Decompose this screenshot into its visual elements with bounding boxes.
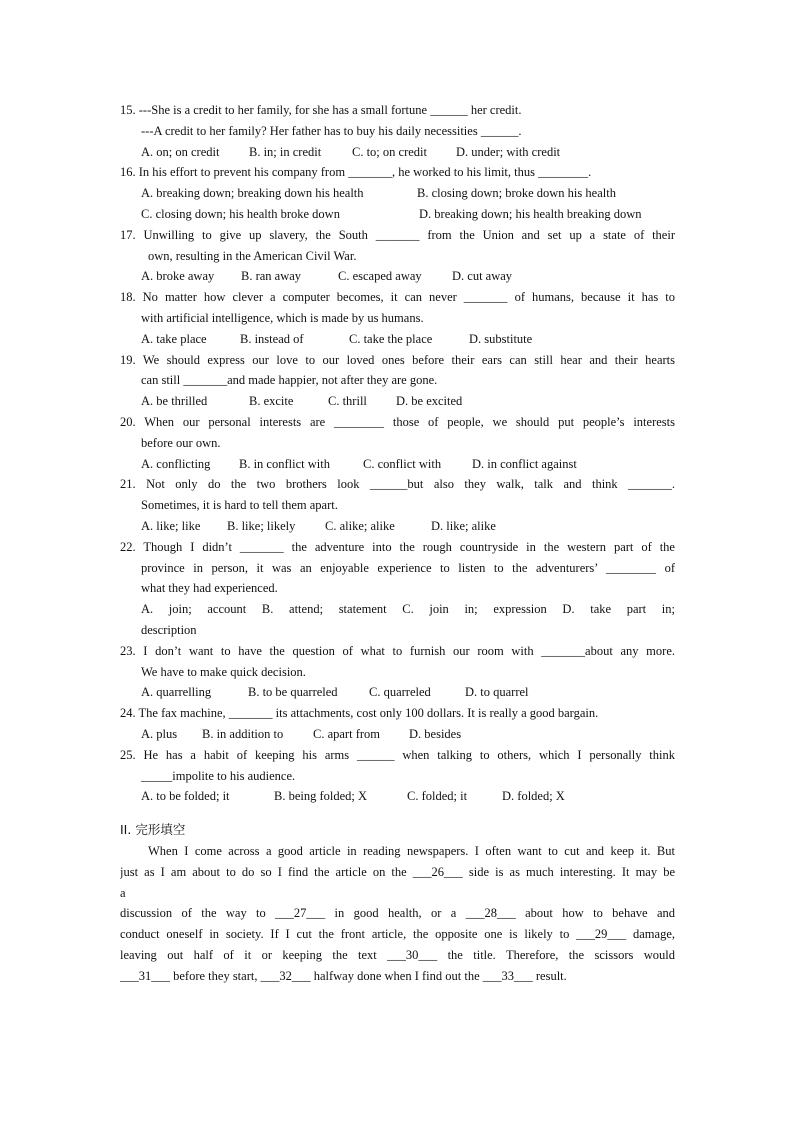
options-row bbox=[120, 786, 675, 807]
option-d: D. besides bbox=[409, 726, 462, 741]
option-a: A. on; on credit bbox=[141, 144, 220, 159]
option-a: A. quarrelling bbox=[141, 685, 212, 700]
passage-line: conduct oneself in society. If I cut the front article, the opposite one is likely to ___29___ damage, bbox=[120, 927, 675, 942]
question-line: can still _______and made happier, not after they are gone. bbox=[141, 373, 438, 388]
options-row bbox=[120, 516, 675, 537]
passage-line: leaving out half of it or keeping the text ___30___ the title. Therefore, the scissors would bbox=[120, 948, 675, 963]
question-line: 16. In his effort to prevent his company from _______, he worked to his limit, thus ________. bbox=[120, 165, 592, 180]
option-c: C. apart from bbox=[313, 726, 380, 741]
question-25 bbox=[120, 745, 675, 807]
option-b: B. in conflict with bbox=[239, 456, 330, 471]
question-line: 20. When our personal interests are ________ those of people, we should put people’s interests bbox=[120, 414, 675, 429]
option-a: A. broke away bbox=[141, 269, 215, 284]
options-row bbox=[120, 329, 675, 350]
question-line: 21. Not only do the two brothers look ______but also they walk, talk and think _______. bbox=[120, 477, 675, 492]
option-d: D. cut away bbox=[452, 269, 513, 284]
option-a: A. plus bbox=[141, 726, 178, 741]
question-line: _____impolite to his audience. bbox=[141, 768, 296, 783]
option-d: D. breaking down; his health breaking down bbox=[419, 206, 642, 221]
option-c: C. closing down; his health broke down bbox=[141, 206, 340, 221]
question-line: province in person, it was an enjoyable experience to listen to the adventurers’ ________ of bbox=[141, 560, 675, 575]
option-a: A. to be folded; it bbox=[141, 789, 230, 804]
option-b: B. in; in credit bbox=[249, 144, 322, 159]
option-d: D. to quarrel bbox=[465, 685, 529, 700]
option-b: B. instead of bbox=[240, 331, 304, 346]
options-row bbox=[120, 682, 675, 703]
option-b: B. like; likely bbox=[227, 518, 296, 533]
question-line: Sometimes, it is hard to tell them apart. bbox=[141, 498, 338, 513]
question-23 bbox=[120, 641, 675, 703]
question-line: 24. The fax machine, _______ its attachments, cost only 100 dollars. It is really a good bargain. bbox=[120, 706, 599, 721]
options-line: description bbox=[141, 622, 197, 637]
section-title: II. 完形填空 bbox=[120, 822, 186, 838]
option-d: D. be excited bbox=[396, 394, 463, 409]
option-a: A. conflicting bbox=[141, 456, 211, 471]
question-line: 19. We should express our love to our loved ones before their ears can still hear and their hearts bbox=[120, 352, 675, 367]
option-d: D. in conflict against bbox=[472, 456, 577, 471]
passage-line: discussion of the way to ___27___ in good health, or a ___28___ about how to behave and bbox=[120, 906, 675, 921]
question-24 bbox=[120, 703, 675, 745]
options-row bbox=[120, 183, 675, 204]
option-d: D. substitute bbox=[469, 331, 533, 346]
option-d: D. folded; X bbox=[502, 789, 565, 804]
options-line: A. join; account B. attend; statement C. join in; expression D. take part in; bbox=[141, 602, 675, 617]
question-line: 25. He has a habit of keeping his arms ______ when talking to others, which I personally think bbox=[120, 747, 675, 762]
passage-line: a bbox=[120, 885, 126, 900]
question-line: 17. Unwilling to give up slavery, the South _______ from the Union and set up a state of their bbox=[120, 227, 675, 242]
option-b: B. excite bbox=[249, 394, 294, 409]
options-row bbox=[120, 204, 675, 225]
option-c: C. quarreled bbox=[369, 685, 431, 700]
options-row bbox=[120, 266, 675, 287]
option-a: A. be thrilled bbox=[141, 394, 208, 409]
options-row bbox=[120, 391, 675, 412]
question-line: 22. Though I didn’t _______ the adventure into the rough countryside in the western part of the bbox=[120, 539, 675, 554]
question-line: ---A credit to her family? Her father has to buy his daily necessities ______. bbox=[141, 123, 522, 138]
option-c: C. escaped away bbox=[338, 269, 422, 284]
option-b: B. ran away bbox=[241, 269, 302, 284]
option-c: C. folded; it bbox=[407, 789, 468, 804]
options-row bbox=[120, 724, 675, 745]
option-c: C. to; on credit bbox=[352, 144, 427, 159]
option-a: A. like; like bbox=[141, 518, 201, 533]
cloze-passage bbox=[120, 841, 675, 987]
question-21 bbox=[120, 474, 675, 536]
question-20 bbox=[120, 412, 675, 474]
options-row bbox=[120, 142, 675, 163]
option-a: A. breaking down; breaking down his health bbox=[141, 186, 364, 201]
option-b: B. in addition to bbox=[202, 726, 284, 741]
question-line: 15. ---She is a credit to her family, for she has a small fortune ______ her credit. bbox=[120, 103, 522, 117]
options-row bbox=[120, 454, 675, 475]
question-line: 18. No matter how clever a computer becomes, it can never _______ of humans, because it has to bbox=[120, 290, 675, 305]
option-c: C. alike; alike bbox=[325, 518, 395, 533]
question-22 bbox=[120, 537, 675, 641]
question-line: own, resulting in the American Civil War. bbox=[148, 248, 357, 263]
option-a: A. take place bbox=[141, 331, 207, 346]
question-19 bbox=[120, 350, 675, 412]
document-content bbox=[120, 100, 675, 987]
passage-line: ___31___ before they start, ___32___ halfway done when I find out the ___33___ result. bbox=[120, 968, 567, 983]
question-17 bbox=[120, 225, 675, 287]
option-b: B. closing down; broke down his health bbox=[417, 186, 616, 201]
question-16 bbox=[120, 162, 675, 224]
question-line: with artificial intelligence, which is made by us humans. bbox=[141, 310, 424, 325]
question-15 bbox=[120, 100, 675, 162]
question-18 bbox=[120, 287, 675, 349]
passage-line: When I come across a good article in reading newspapers. I often want to cut and keep it. But bbox=[148, 844, 675, 859]
option-c: C. thrill bbox=[328, 394, 367, 409]
question-line: what they had experienced. bbox=[141, 581, 278, 596]
question-line: We have to make quick decision. bbox=[141, 664, 306, 679]
option-d: D. like; alike bbox=[431, 518, 496, 533]
question-line: before our own. bbox=[141, 435, 221, 450]
option-c: C. take the place bbox=[349, 331, 433, 346]
question-line: 23. I don’t want to have the question of what to furnish our room with _______about any more. bbox=[120, 643, 675, 658]
option-d: D. under; with credit bbox=[456, 144, 561, 159]
option-c: C. conflict with bbox=[363, 456, 442, 471]
passage-line: just as I am about to do so I find the article on the ___26___ side is as much interesting. It may be bbox=[120, 864, 675, 879]
option-b: B. to be quarreled bbox=[248, 685, 338, 700]
option-b: B. being folded; X bbox=[274, 789, 368, 804]
